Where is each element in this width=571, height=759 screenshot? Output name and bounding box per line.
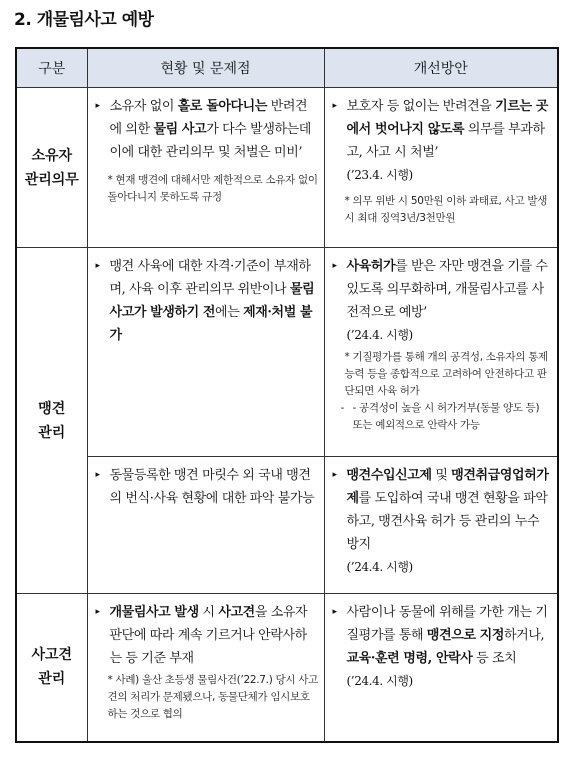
improvement-cell xyxy=(324,594,558,742)
improvement-cell xyxy=(324,457,558,594)
triangle-bullet-icon: ▸ xyxy=(332,261,337,271)
header-improvement: 개선방안 xyxy=(324,48,558,88)
triangle-bullet-icon: ▸ xyxy=(95,101,100,111)
category-label: 사고견 xyxy=(31,647,73,664)
category-label: 관리 xyxy=(38,671,66,688)
category-label: 관리 xyxy=(38,424,66,441)
improvement-bullet: ▸ 사람이나 동물에 위해를 가한 개는 기질평가를 통해 맹견으로 지정하거나, 교육·훈련 명령, 안락사 등 조치 (’24.4. 시행) xyxy=(331,601,553,693)
table-row xyxy=(16,594,558,742)
status-note: * 사례) 울산 초등생 물림사건(’22.7.) 당시 사고견의 처리가 문제됐으나, 동물단체가 임시보호하는 것으로 협의 xyxy=(107,674,318,720)
improvement-note: * 기질평가를 통해 개의 공격성, 소유자의 통제능력 등을 종합적으로 고려하여 안전하다고 판단되면 사육 허가 xyxy=(344,351,548,397)
header-status: 현황 및 문제점 xyxy=(87,48,324,88)
category-label: 관리의무 xyxy=(24,171,79,188)
triangle-bullet-icon: ▸ xyxy=(95,470,100,480)
improvement-cell xyxy=(324,88,558,248)
status-cell xyxy=(87,457,324,594)
improvement-note: * 의무 위반 시 50만원 이하 과태료, 사고 발생 시 최대 징역3년/3천만원 xyxy=(344,195,548,224)
category-label: 소유자 xyxy=(31,147,73,164)
category-cell xyxy=(16,594,87,742)
status-bullet: ▸ 개물림사고 발생 시 사고견을 소유자 판단에 따라 계속 기르거나 안락사하는 등 기준 부재 xyxy=(94,601,319,670)
triangle-bullet-icon: ▸ xyxy=(332,470,337,480)
status-bullet: ▸ 맹견 사육에 대한 자격·기준이 부재하며, 사육 이후 관리의무 위반이나 물림사고가 발생하기 전에는 제재·처벌 불가 xyxy=(94,255,319,347)
triangle-bullet-icon: ▸ xyxy=(332,607,337,617)
status-note: * 현재 맹견에 대해서만 제한적으로 소유자 없이 돌아다니지 못하도록 규정 xyxy=(107,174,318,203)
table-header-row xyxy=(16,48,558,88)
improvement-bullet: ▸ 맹견수입신고제 및 맹견취급영업허가제를 도입하여 국내 맹견 현황을 파악하고, 맹견사육 허가 등 관리의 누수 방지 (’24.4. 시행) xyxy=(331,464,553,579)
improvement-subnote: - - 공격성이 높을 시 허가거부(동물 양도 등) 또는 예외적으로 안락사 가능 xyxy=(340,402,540,431)
header-category: 구분 xyxy=(16,48,87,88)
triangle-bullet-icon: ▸ xyxy=(332,101,337,111)
status-cell xyxy=(87,248,324,457)
status-cell xyxy=(87,88,324,248)
triangle-bullet-icon: ▸ xyxy=(95,261,100,271)
table-row xyxy=(16,457,558,594)
policy-table xyxy=(15,47,559,743)
improvement-bullet: ▸ 보호자 등 없이는 반려견을 기르는 곳에서 벗어나지 않도록 의무를 부과하고, 사고 시 처벌’ (’23.4. 시행) xyxy=(331,95,553,187)
category-cell xyxy=(16,88,87,248)
status-bullet: ▸ 동물등록한 맹견 마릿수 외 국내 맹견의 번식·사육 현황에 대한 파악 불가능 xyxy=(94,464,319,510)
status-cell xyxy=(87,594,324,742)
category-cell xyxy=(16,248,87,594)
table-row xyxy=(16,248,558,457)
improvement-bullet: ▸ 사육허가를 받은 자만 맹견을 기를 수 있도록 의무화하며, 개물림사고를 사전적으로 예방’ (’24.4. 시행) xyxy=(331,255,553,347)
table-row xyxy=(16,88,558,248)
page-title: 2. 개물림사고 예방 xyxy=(14,10,154,30)
category-label: 맹견 xyxy=(38,400,66,417)
triangle-bullet-icon: ▸ xyxy=(95,607,100,617)
status-bullet: ▸ 소유자 없이 홀로 돌아다니는 반려견에 의한 물림 사고가 다수 발생하는데 이에 대한 관리의무 및 처벌은 미비’ xyxy=(94,95,319,164)
improvement-cell xyxy=(324,248,558,457)
